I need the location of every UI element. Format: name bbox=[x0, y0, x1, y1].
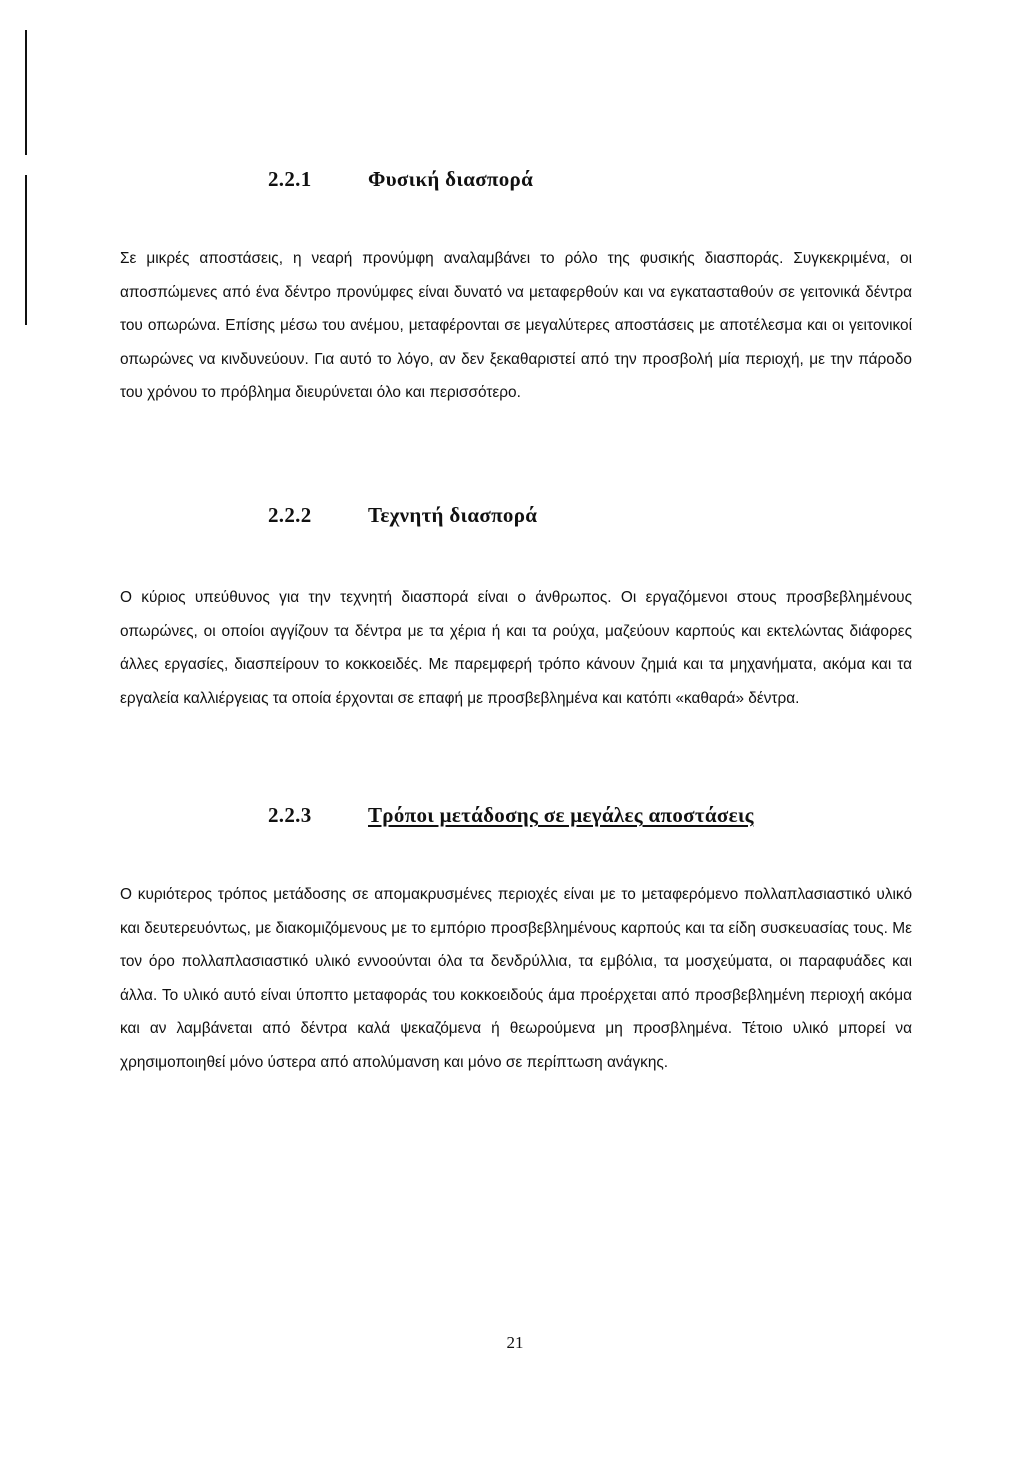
section-number: 2.2.1 bbox=[268, 167, 312, 191]
section-heading-2-2-3 bbox=[268, 803, 754, 828]
section-paragraph-artificial-dispersal: Ο κύριος υπεύθυνος για την τεχνητή διασπορά είναι ο άνθρωπος. Οι εργαζόμενοι στους προσβεβλημένους οπωρώνες, οι οποίοι αγγίζουν τα δέντρα με τα χέρια ή και τα ρούχα, μαζεύουν καρπούς και εκτελώντας διάφορες άλλες εργασίες, διασπείρουν το κοκκοειδές. Με παρεμφερή τρόπο κάνουν ζημιά και τα μηχανήματα, ακόμα και τα εργαλεία καλλιέργειας τα οποία έρχονται σε επαφή με προσβεβλημένα και κατόπι «καθαρά» δέντρα. bbox=[120, 589, 912, 707]
section-title: Φυσική διασπορά bbox=[368, 167, 534, 191]
section-number: 2.2.2 bbox=[268, 503, 312, 527]
section-paragraph-natural-dispersal: Σε μικρές αποστάσεις, η νεαρή προνύμφη αναλαμβάνει το ρόλο της φυσικής διασποράς. Συγκεκριμένα, οι αποσπώμενες από ένα δέντρο προνύμφες είναι δυνατό να μεταφερθούν και να εγκατασταθούν σε γειτονικά δέντρα του οπωρώνα. Επίσης μέσω του ανέμου, μεταφέρονται σε μεγαλύτερες αποστάσεις με αποτέλεσμα και οι γειτονικοί οπωρώνες να κινδυνεύουν. Για αυτό το λόγο, αν δεν ξεκαθαριστεί από την προσβολή μία περιοχή, με την πάροδο του χρόνου το πρόβλημα διευρύνεται όλο και περισσότερο. bbox=[120, 250, 912, 402]
section-number: 2.2.3 bbox=[268, 803, 312, 827]
section-heading-2-2-2 bbox=[268, 503, 537, 528]
section-title: Τρόποι μετάδοσης σε μεγάλες αποστάσεις bbox=[368, 803, 754, 827]
left-margin-rule-bottom bbox=[25, 175, 27, 325]
section-title: Τεχνητή διασπορά bbox=[368, 503, 538, 527]
left-margin-rule-top bbox=[25, 30, 27, 155]
section-paragraph-long-distance-transmission: Ο κυριότερος τρόπος μετάδοσης σε απομακρυσμένες περιοχές είναι με το μεταφερόμενο πολλαπλασιαστικό υλικό και δευτερευόντως, με διακομιζόμενους με το εμπόριο προσβεβλημένους καρπούς και τα είδη συσκευασίας τους. Με τον όρο πολλαπλασιαστικό υλικό εννοούνται όλα τα δενδρύλλια, τα εμβόλια, τα μοσχεύματα, οι παραφυάδες και άλλα. Το υλικό αυτό είναι ύποπτο μεταφοράς του κοκκοειδούς άμα προέρχεται από προσβεβλημένη περιοχή ακόμα και αν λαμβάνεται από δέντρα καλά ψεκαζόμενα ή θεωρούμενα μη προσβλημένα. Τέτοιο υλικό μπορεί να χρησιμοποιηθεί μόνο ύστερα από απολύμανση και μόνο σε περίπτωση ανάγκης. bbox=[120, 886, 912, 1071]
section-heading-2-2-1 bbox=[268, 167, 533, 192]
page-number: 21 bbox=[506, 1333, 524, 1352]
